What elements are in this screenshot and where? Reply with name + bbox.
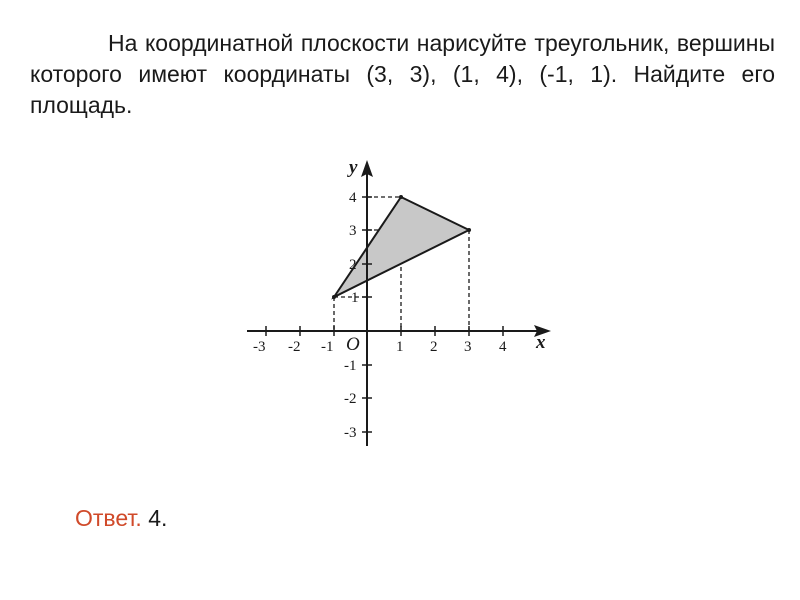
origin-label: O	[346, 334, 360, 355]
y-tick-label: 3	[349, 223, 357, 239]
y-axis-name: y	[349, 157, 358, 178]
answer-label: Ответ.	[75, 505, 142, 531]
x-tick-label: -1	[321, 339, 334, 355]
y-tick-label: -3	[344, 425, 357, 441]
y-tick-label: 4	[349, 190, 357, 206]
problem-text: На координатной плоскости нарисуйте треугольник, вершины которого имеют координаты (3, 3), (1, 4), (-1, 1). Найдите его площадь.	[30, 30, 775, 118]
x-tick-label: 1	[396, 339, 404, 355]
answer	[75, 503, 167, 533]
vertex-point	[399, 195, 403, 199]
vertex-point	[332, 295, 336, 299]
x-tick-label: 4	[499, 339, 507, 355]
answer-value: 4.	[148, 505, 168, 531]
y-tick-label: -1	[344, 358, 357, 374]
x-tick-label: 3	[464, 339, 472, 355]
x-tick-label: 2	[430, 339, 438, 355]
y-tick-label: -2	[344, 391, 357, 407]
vertex-point	[467, 228, 471, 232]
y-tick-label: 1	[351, 290, 359, 306]
x-tick-label: -3	[253, 339, 266, 355]
x-axis-name: x	[536, 332, 546, 353]
y-tick-label: 2	[349, 257, 357, 273]
x-tick-label: -2	[288, 339, 301, 355]
